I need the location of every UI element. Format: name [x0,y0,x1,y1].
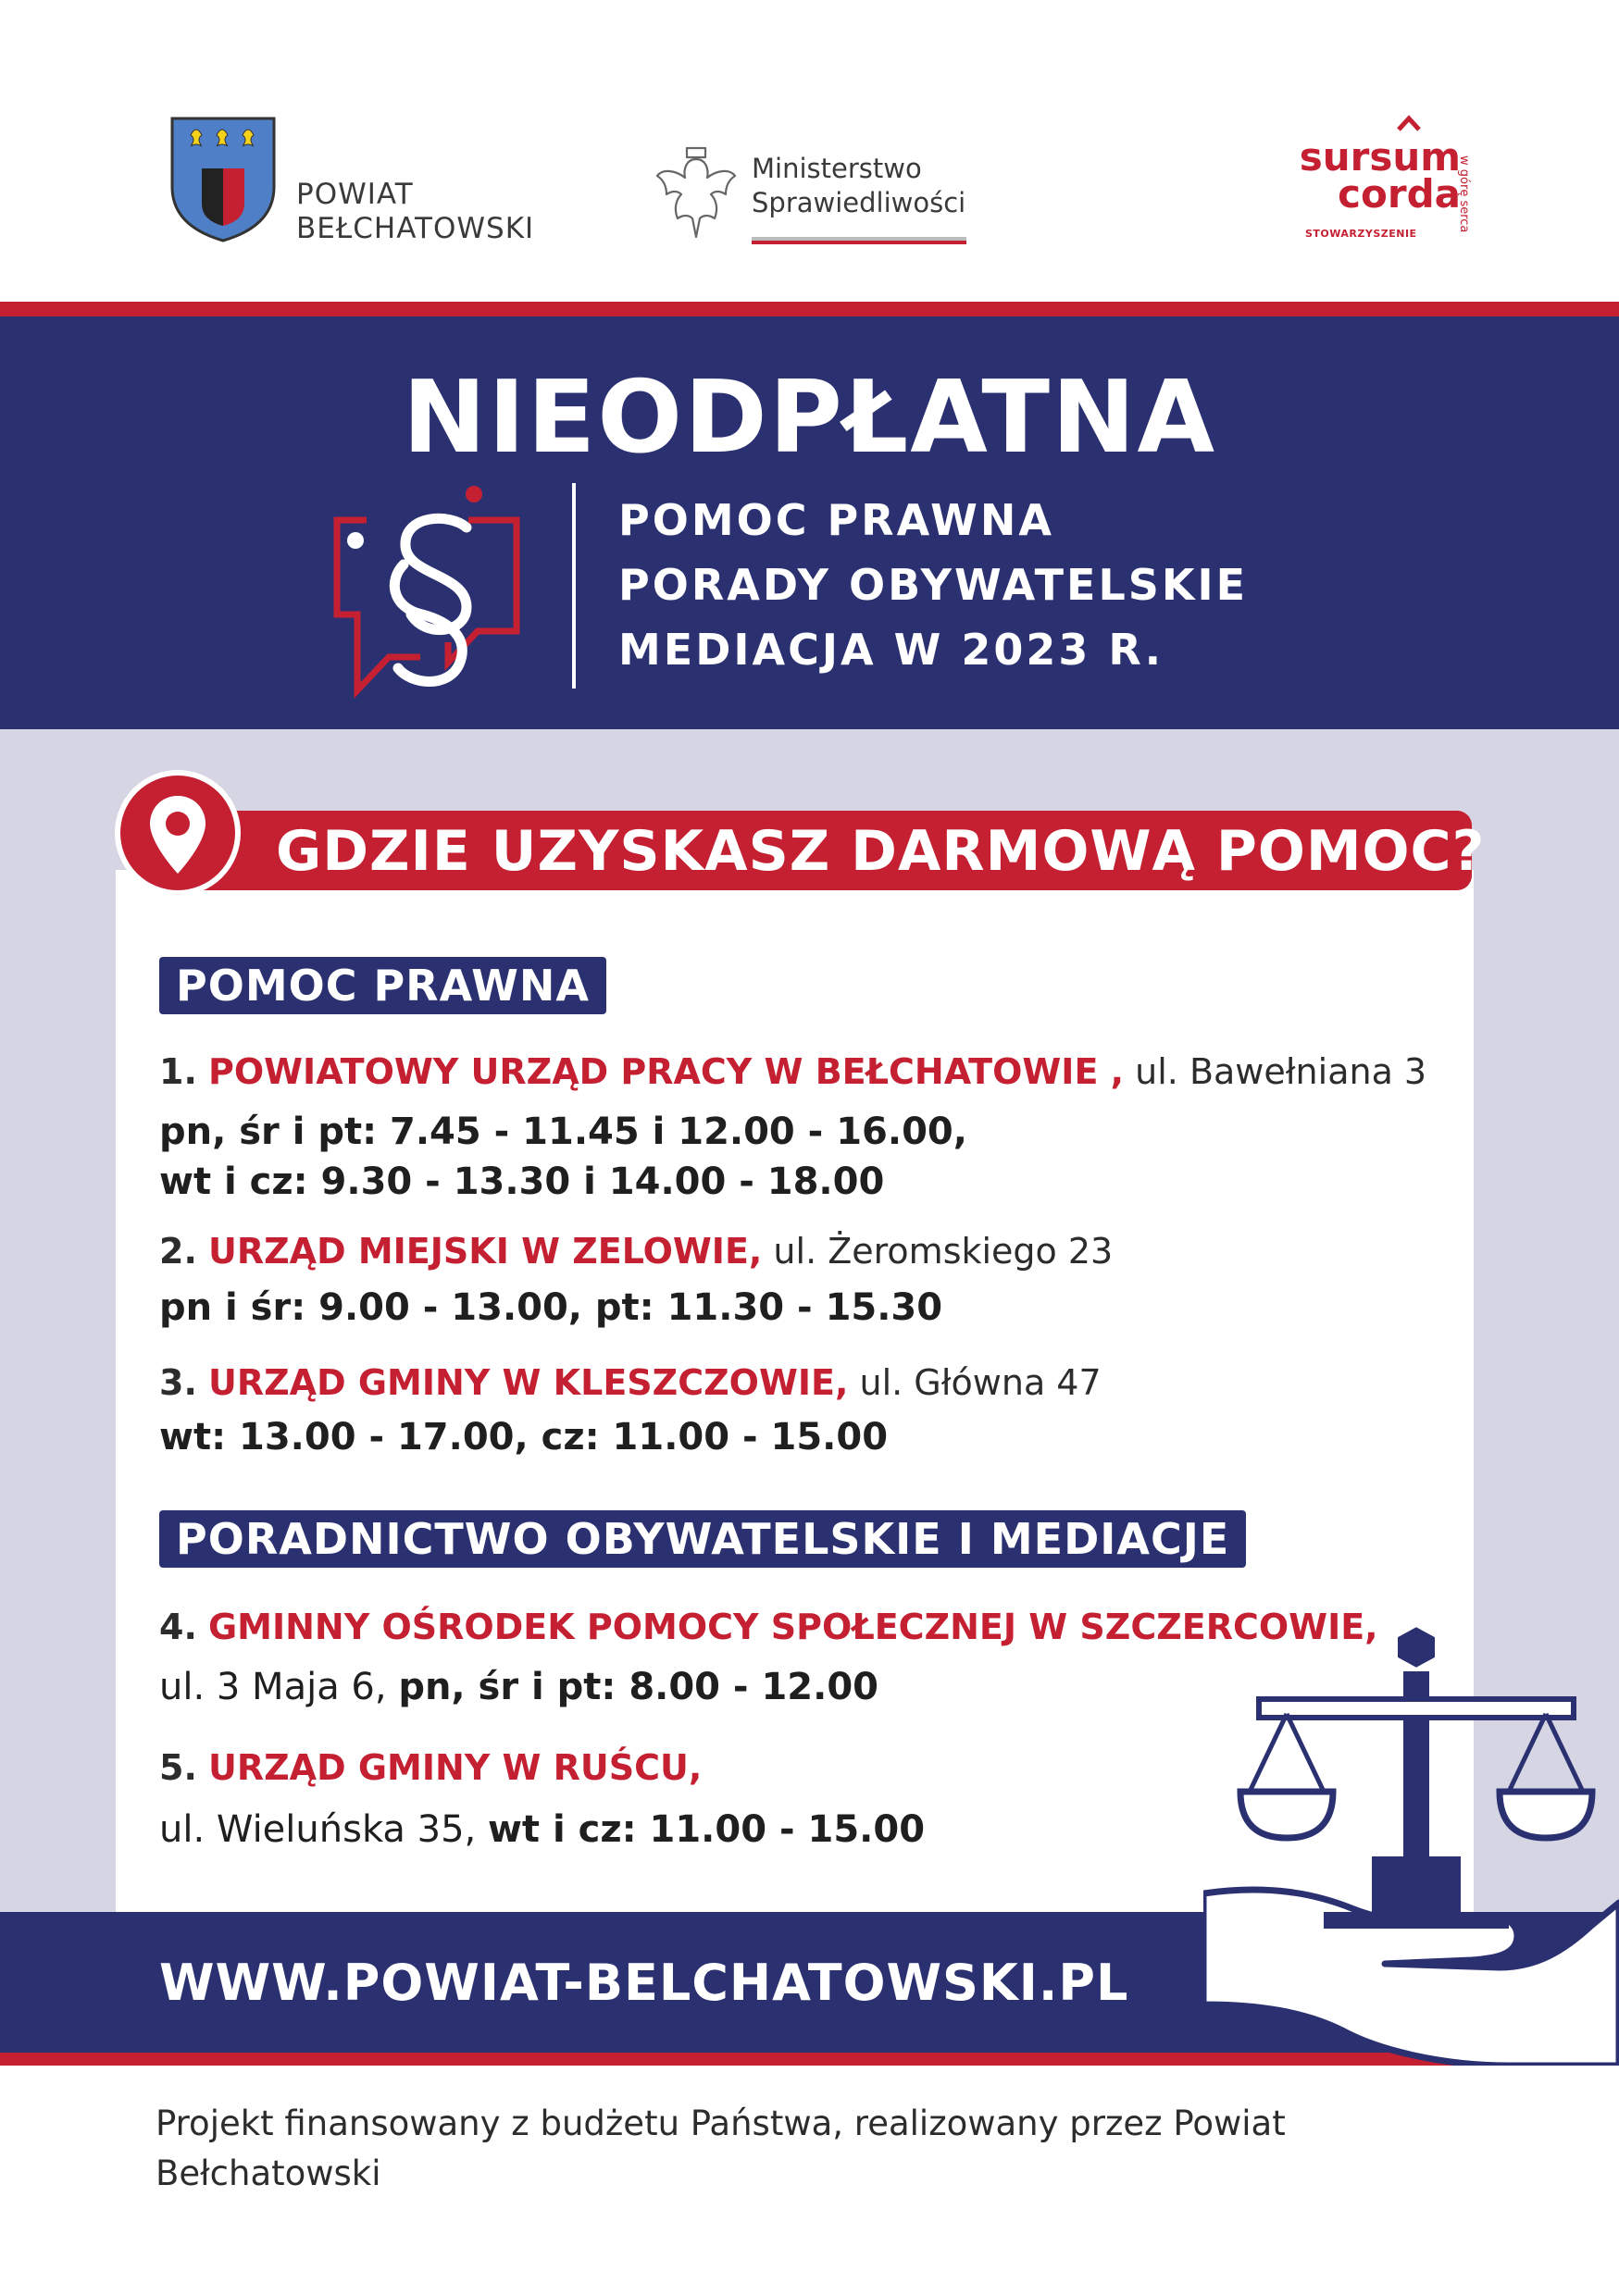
powiat-name-line2: BEŁCHATOWSKI [296,212,535,245]
entry-5-heading [159,1745,702,1790]
entry-2-number: 2. [159,1231,197,1272]
powiat-coat-of-arms-icon [168,115,278,244]
sursum-subtitle: STOWARZYSZENIE [1305,228,1417,240]
section-tag-legal-aid: POMOC PRAWNA [159,957,606,1014]
funding-note: Projekt finansowany z budżetu Państwa, realizowany przez Powiat Bełchatowski [156,2104,1286,2193]
entry-1-hours-1: pn, śr i pt: 7.45 - 11.45 i 12.00 - 16.00, [159,1111,967,1153]
entry-1-institution: POWIATOWY URZĄD PRACY W BEŁCHATOWIE , [207,1051,1125,1092]
hero-subtitle-3: MEDIACJA W 2023 R. [618,625,1164,675]
hero-subtitle-1: POMOC PRAWNA [618,495,1054,545]
ministry-flag-stripe [752,237,966,244]
hero-subtitle-2: PORADY OBYWATELSKIE [618,560,1249,610]
paragraph-speech-bubbles-icon [311,476,542,703]
sursum-corda-logo [1276,134,1461,217]
sursum-logo-line2: corda [1338,171,1461,217]
entry-2-hours: pn i śr: 9.00 - 13.00, pt: 11.30 - 15.30 [159,1286,943,1329]
entry-2-institution: URZĄD MIEJSKI W ZELOWIE, [207,1231,763,1272]
hand-holding-scales-icon [1203,1616,1619,2066]
entry-3-heading [159,1360,1102,1405]
entry-4-details [159,1662,878,1712]
ministry-name [752,152,965,220]
ministry-name-line1: Ministerstwo [752,153,922,184]
sursum-chevron-icon [1396,113,1422,133]
sursum-logo-line1: sursum [1299,134,1461,180]
entry-1-hours-2: wt i cz: 9.30 - 13.30 i 14.00 - 18.00 [159,1160,885,1203]
entry-3-hours: wt: 13.00 - 17.00, cz: 11.00 - 15.00 [159,1416,889,1458]
entry-4-institution: GMINNY OŚRODEK POMOCY SPOŁECZNEJ W SZCZERCOWIE, [207,1607,1378,1647]
powiat-name-line1: POWIAT [296,178,414,211]
entry-1-heading [159,1049,1426,1094]
entry-5-number: 5. [159,1747,197,1788]
entry-5-address: ul. Wieluńska 35, [159,1808,488,1851]
hero-divider [572,483,576,689]
entry-5-institution: URZĄD GMINY W RUŚCU, [207,1747,703,1788]
entry-2-address: ul. Żeromskiego 23 [762,1231,1114,1272]
hero-title: NIEODPŁATNA [402,360,1217,476]
entry-4-heading [159,1605,1378,1649]
section-tag-civic-advice: PORADNICTWO OBYWATELSKIE I MEDIACJE [159,1510,1246,1568]
powiat-name [296,178,534,246]
entry-4-hours: pn, śr i pt: 8.00 - 12.00 [398,1666,878,1708]
entry-3-address: ul. Główna 47 [848,1362,1102,1403]
polish-eagle-icon [654,143,739,246]
ministry-name-line2: Sprawiedliwości [752,187,966,218]
entry-2-heading [159,1229,1113,1273]
entry-5-hours: wt i cz: 11.00 - 15.00 [487,1808,926,1851]
sursum-vertical-tagline: w górę serca [1457,155,1471,233]
location-pin-icon [146,792,209,877]
website-link[interactable]: WWW.POWIAT-BELCHATOWSKI.PL [159,1954,1129,2012]
entry-4-number: 4. [159,1607,197,1647]
top-red-stripe [0,302,1619,316]
entry-3-number: 3. [159,1362,197,1403]
question-heading: GDZIE UZYSKASZ DARMOWĄ POMOC? [276,819,1486,884]
entry-1-number: 1. [159,1051,197,1092]
entry-4-address: ul. 3 Maja 6, [159,1666,399,1708]
entry-3-institution: URZĄD GMINY W KLESZCZOWIE, [207,1362,849,1403]
entry-1-address: ul. Bawełniana 3 [1124,1051,1427,1092]
entry-5-details [159,1805,925,1855]
